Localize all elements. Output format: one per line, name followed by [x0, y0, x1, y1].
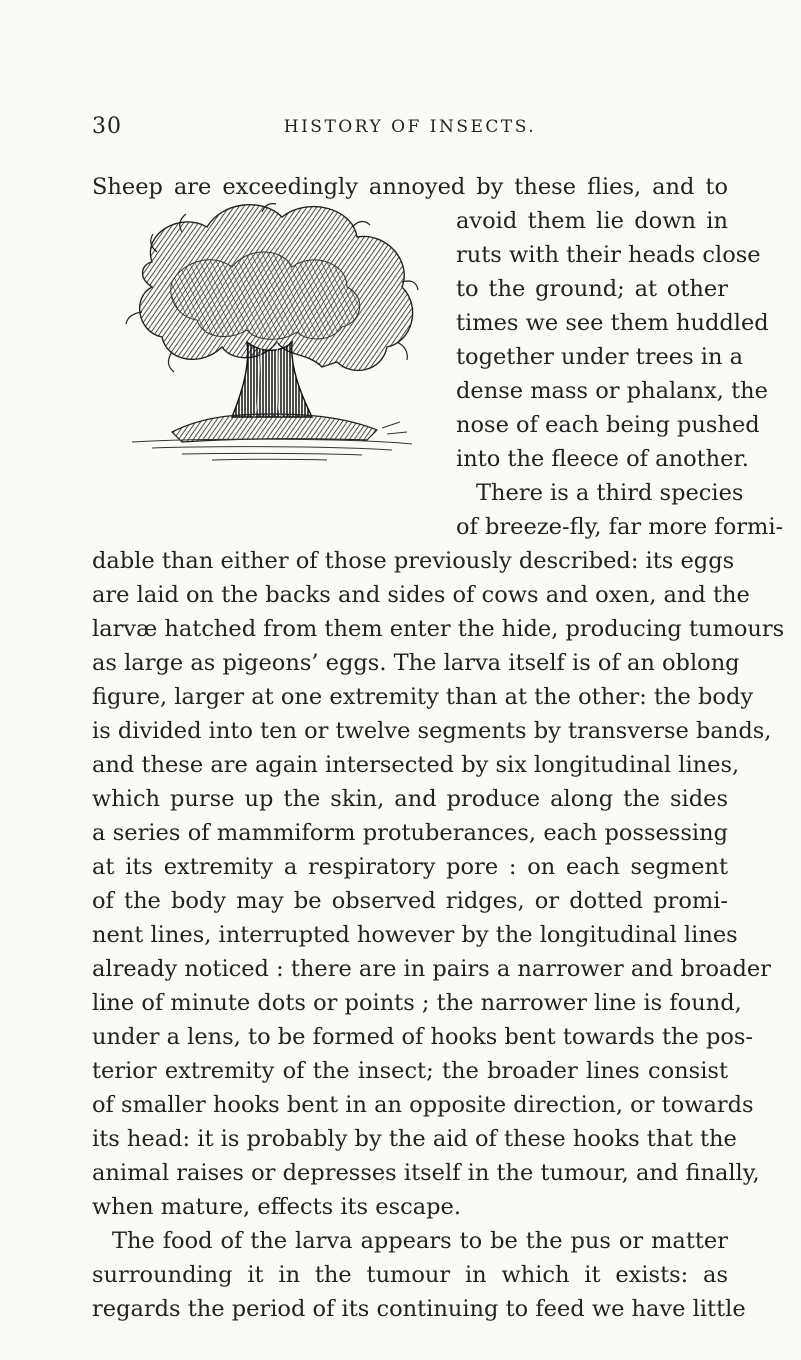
text-line: larvæ hatched from them enter the hide, producing tumours — [92, 616, 785, 642]
page-header — [92, 114, 728, 144]
text-line: its head: it is probably by the aid of these hooks that the — [92, 1126, 737, 1152]
text-line: nose of each being pushed — [456, 412, 760, 438]
page-number: 30 — [92, 114, 122, 139]
text-line: times we see them huddled — [456, 310, 769, 336]
tree-engraving-icon — [112, 192, 434, 482]
text-line: figure, larger at one extremity than at the other: the body — [92, 684, 754, 710]
text-line: of smaller hooks bent in an opposite direction, or towards — [92, 1092, 754, 1118]
text-line: of breeze-fly, far more formi- — [456, 514, 784, 540]
text-line: line of minute dots or points ; the narrower line is found, — [92, 990, 742, 1016]
text-line: to the ground; at other — [456, 276, 728, 302]
text-line: of the body may be observed ridges, or dotted promi- — [92, 888, 728, 914]
text-line: surrounding it in the tumour in which it exists: as — [92, 1262, 728, 1288]
text-line: Sheep are exceedingly annoyed by these flies, and to — [92, 174, 728, 200]
text-line: are laid on the backs and sides of cows and oxen, and the — [92, 582, 750, 608]
text-line: as large as pigeons’ eggs. The larva itself is of an oblong — [92, 650, 740, 676]
text-line: ruts with their heads close — [456, 242, 761, 268]
text-line: terior extremity of the insect; the broader lines consist — [92, 1058, 728, 1084]
text-line: when mature, effects its escape. — [92, 1194, 462, 1220]
text-line: There is a third species — [476, 480, 744, 506]
text-line: The food of the larva appears to be the pus or matter — [112, 1228, 728, 1254]
text-line: under a lens, to be formed of hooks bent towards the pos- — [92, 1024, 754, 1050]
text-line: into the fleece of another. — [456, 446, 749, 472]
text-line: dense mass or phalanx, the — [456, 378, 768, 404]
text-line: animal raises or depresses itself in the tumour, and finally, — [92, 1160, 760, 1186]
text-line: avoid them lie down in — [456, 208, 728, 234]
running-head: HISTORY OF INSECTS. — [283, 117, 537, 137]
text-line: already noticed : there are in pairs a narrower and broader — [92, 956, 771, 982]
text-line: together under trees in a — [456, 344, 744, 370]
text-line: is divided into ten or twelve segments by transverse bands, — [92, 718, 772, 744]
text-line: and these are again intersected by six longitudinal lines, — [92, 752, 740, 778]
text-line: dable than either of those previously described: its eggs — [92, 548, 735, 574]
text-line: which purse up the skin, and produce along the sides — [92, 786, 728, 812]
text-line: nent lines, interrupted however by the longitudinal lines — [92, 922, 738, 948]
text-line: a series of mammiform protuberances, each possessing — [92, 820, 728, 846]
text-line: at its extremity a respiratory pore : on each segment — [92, 854, 728, 880]
text-line: regards the period of its continuing to feed we have little — [92, 1296, 746, 1322]
